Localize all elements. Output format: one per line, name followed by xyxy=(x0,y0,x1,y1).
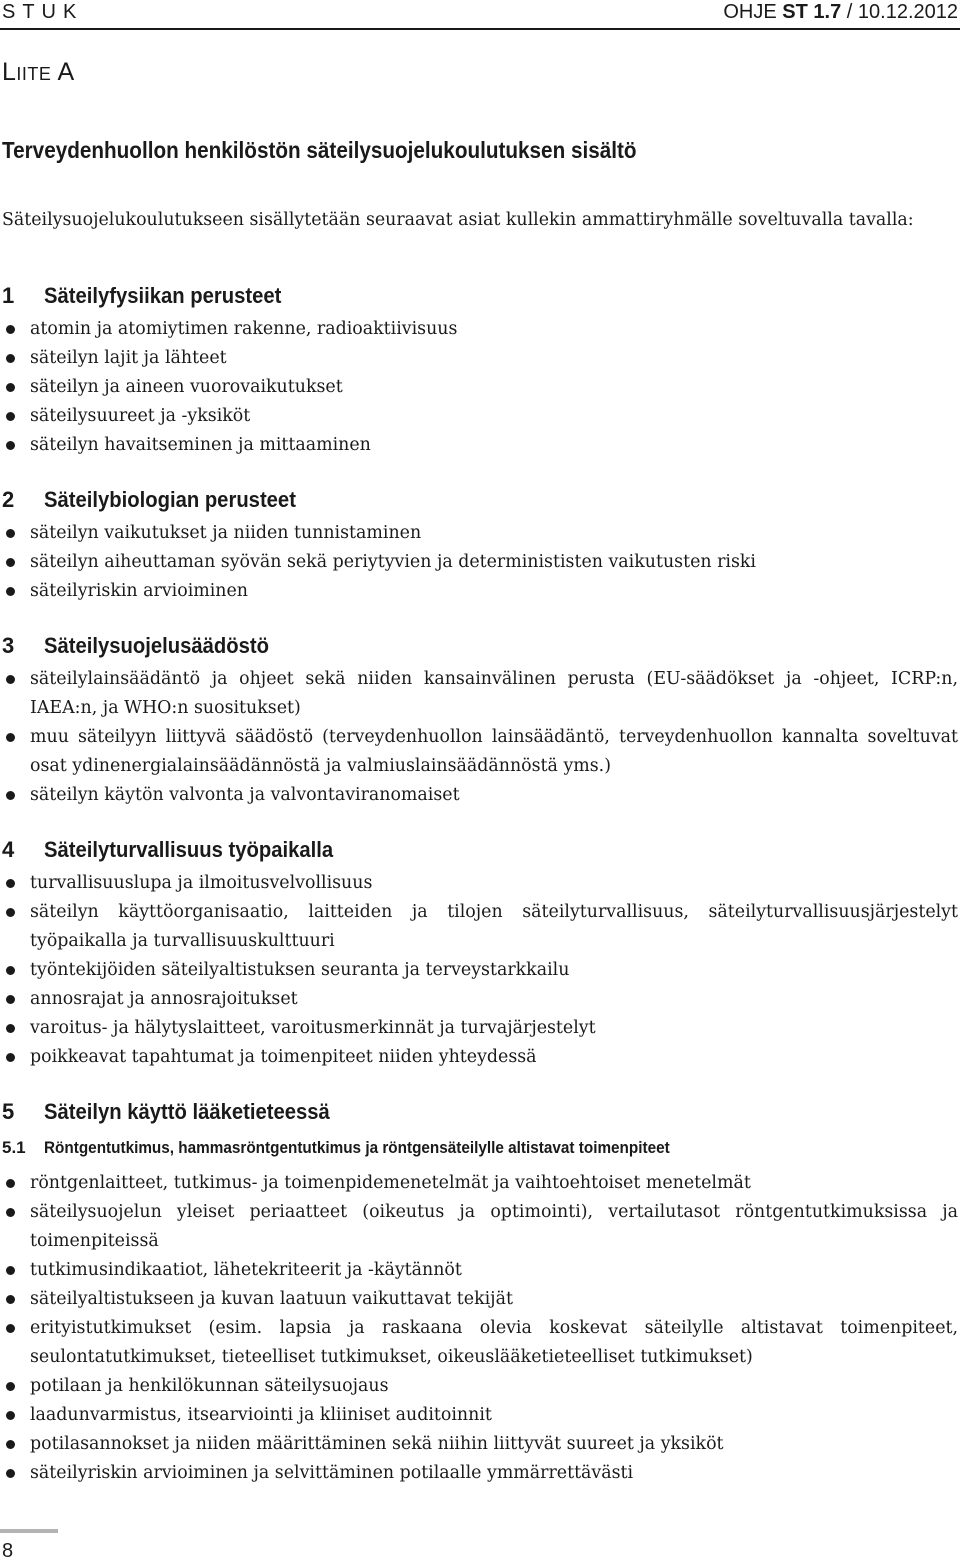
bullet-icon xyxy=(6,1024,15,1033)
list-item: säteilyn vaikutukset ja niiden tunnistaminen xyxy=(0,519,958,548)
section-heading xyxy=(0,1097,958,1127)
section-title: Säteilyfysiikan perusteet xyxy=(44,283,282,308)
guide-date: 10.12.2012 xyxy=(857,1,958,23)
list-item: varoitus- ja hälytyslaitteet, varoitusmerkinnät ja turvajärjestelyt xyxy=(0,1014,958,1043)
list-item: potilaan ja henkilökunnan säteilysuojaus xyxy=(0,1372,958,1401)
org-name: STUK xyxy=(2,1,84,23)
intro-paragraph: Säteilysuojelukoulutukseen sisällytetään seuraavat asiat kullekin ammattiryhmälle soveltuvalla tavalla: xyxy=(2,210,914,230)
bullet-icon xyxy=(6,1440,15,1449)
bullet-icon xyxy=(6,879,15,888)
section-number: 4 xyxy=(2,837,15,862)
list-item: säteilyn aiheuttaman syövän sekä periytyvien ja determinististen vaikutusten riski xyxy=(0,548,958,577)
bullet-icon xyxy=(6,675,15,684)
bullet-icon xyxy=(6,1382,15,1391)
bullet-icon xyxy=(6,529,15,538)
bullet-list xyxy=(0,665,958,810)
list-item: röntgenlaitteet, tutkimus- ja toimenpidemenetelmät ja vaihtoehtoiset menetelmät xyxy=(0,1169,958,1198)
guide-code: ST 1.7 xyxy=(782,1,842,23)
list-item: säteilyn käytön valvonta ja valvontaviranomaiset xyxy=(0,781,958,810)
bullet-icon xyxy=(6,1411,15,1420)
footer-rule xyxy=(0,1529,58,1533)
bullet-icon xyxy=(6,383,15,392)
bullet-icon xyxy=(6,1469,15,1478)
bullet-icon xyxy=(6,1053,15,1062)
section-number: 5 xyxy=(2,1099,15,1124)
list-item: säteilyn ja aineen vuorovaikutukset xyxy=(0,373,958,402)
main-content xyxy=(0,281,958,1513)
bullet-icon xyxy=(6,908,15,917)
page-number: 8 xyxy=(2,1540,14,1562)
section-heading xyxy=(0,631,958,661)
subsection-number: 5.1 xyxy=(2,1138,26,1157)
bullet-icon xyxy=(6,354,15,363)
subsection-title: Röntgentutkimus, hammasröntgentutkimus ja röntgensäteilylle altistavat toimenpiteet xyxy=(44,1138,670,1157)
bullet-icon xyxy=(6,412,15,421)
bullet-icon xyxy=(6,966,15,975)
list-item: annosrajat ja annosrajoitukset xyxy=(0,985,958,1014)
bullet-list xyxy=(0,1169,958,1488)
list-item: työntekijöiden säteilyaltistuksen seuranta ja terveystarkkailu xyxy=(0,956,958,985)
list-item: erityistutkimukset (esim. lapsia ja raskaana olevia koskevat säteilylle altistavat toimenpiteet, seulontatutkimukset, tieteelliset tutkimukset, oikeuslääketieteelliset tutkimukset) xyxy=(0,1314,958,1372)
annex-label: Liite A xyxy=(2,58,75,86)
bullet-icon xyxy=(6,791,15,800)
section-heading xyxy=(0,281,958,311)
page-header xyxy=(0,0,960,30)
list-item: säteilysuureet ja -yksiköt xyxy=(0,402,958,431)
bullet-list xyxy=(0,519,958,606)
list-item: potilasannokset ja niiden määrittäminen sekä niihin liittyvät suureet ja yksiköt xyxy=(0,1430,958,1459)
list-item: säteilylainsäädäntö ja ohjeet sekä niiden kansainvälinen perusta (EU-säädökset ja -ohjeet, ICRP:n, IAEA:n, ja WHO:n suositukset) xyxy=(0,665,958,723)
list-item: poikkeavat tapahtumat ja toimenpiteet niiden yhteydessä xyxy=(0,1043,958,1072)
subsection-heading xyxy=(0,1133,958,1163)
bullet-icon xyxy=(6,587,15,596)
list-item: laadunvarmistus, itsearviointi ja kliiniset auditoinnit xyxy=(0,1401,958,1430)
bullet-list xyxy=(0,869,958,1072)
section-heading xyxy=(0,485,958,515)
guide-separator: / xyxy=(846,1,853,23)
section-number: 1 xyxy=(2,283,15,308)
bullet-icon xyxy=(6,558,15,567)
section-title: Säteilybiologian perusteet xyxy=(44,487,296,512)
list-item: atomin ja atomiytimen rakenne, radioaktiivisuus xyxy=(0,315,958,344)
list-item: turvallisuuslupa ja ilmoitusvelvollisuus xyxy=(0,869,958,898)
section-number: 3 xyxy=(2,633,15,658)
section-2 xyxy=(0,485,958,606)
bullet-list xyxy=(0,315,958,460)
guide-reference xyxy=(723,1,958,24)
list-item: säteilyn havaitseminen ja mittaaminen xyxy=(0,431,958,460)
section-title: Säteilyturvallisuus työpaikalla xyxy=(44,837,334,862)
section-heading xyxy=(0,835,958,865)
section-number: 2 xyxy=(2,487,15,512)
bullet-icon xyxy=(6,1295,15,1304)
section-title: Säteilysuojelusäädöstö xyxy=(44,633,269,658)
list-item: muu säteilyyn liittyvä säädöstö (terveydenhuollon lainsäädäntö, terveydenhuollon kannalta soveltuvat osat ydinenergialainsäädännöstä ja valmiuslainsäädännöstä yms.) xyxy=(0,723,958,781)
bullet-icon xyxy=(6,1208,15,1217)
bullet-icon xyxy=(6,1324,15,1333)
bullet-icon xyxy=(6,325,15,334)
section-3 xyxy=(0,631,958,810)
list-item: säteilyriskin arvioiminen ja selvittäminen potilaalle ymmärrettävästi xyxy=(0,1459,958,1488)
section-4 xyxy=(0,835,958,1072)
list-item: säteilyaltistukseen ja kuvan laatuun vaikuttavat tekijät xyxy=(0,1285,958,1314)
page-title: Terveydenhuollon henkilöstön säteilysuojelukoulutuksen sisältö xyxy=(2,137,637,163)
bullet-icon xyxy=(6,441,15,450)
section-1 xyxy=(0,281,958,460)
section-title: Säteilyn käyttö lääketieteessä xyxy=(44,1099,330,1124)
list-item: säteilyriskin arvioiminen xyxy=(0,577,958,606)
list-item: säteilyn lajit ja lähteet xyxy=(0,344,958,373)
bullet-icon xyxy=(6,733,15,742)
bullet-icon xyxy=(6,1266,15,1275)
list-item: säteilyn käyttöorganisaatio, laitteiden ja tilojen säteilyturvallisuus, säteilyturvallisuusjärjestelyt työpaikalla ja turvallisuuskulttuuri xyxy=(0,898,958,956)
list-item: säteilysuojelun yleiset periaatteet (oikeutus ja optimointi), vertailutasot röntgentutkimuksissa ja toimenpiteissä xyxy=(0,1198,958,1256)
section-5 xyxy=(0,1097,958,1488)
list-item: tutkimusindikaatiot, lähetekriteerit ja -käytännöt xyxy=(0,1256,958,1285)
guide-label: OHJE xyxy=(723,1,777,23)
bullet-icon xyxy=(6,995,15,1004)
bullet-icon xyxy=(6,1179,15,1188)
